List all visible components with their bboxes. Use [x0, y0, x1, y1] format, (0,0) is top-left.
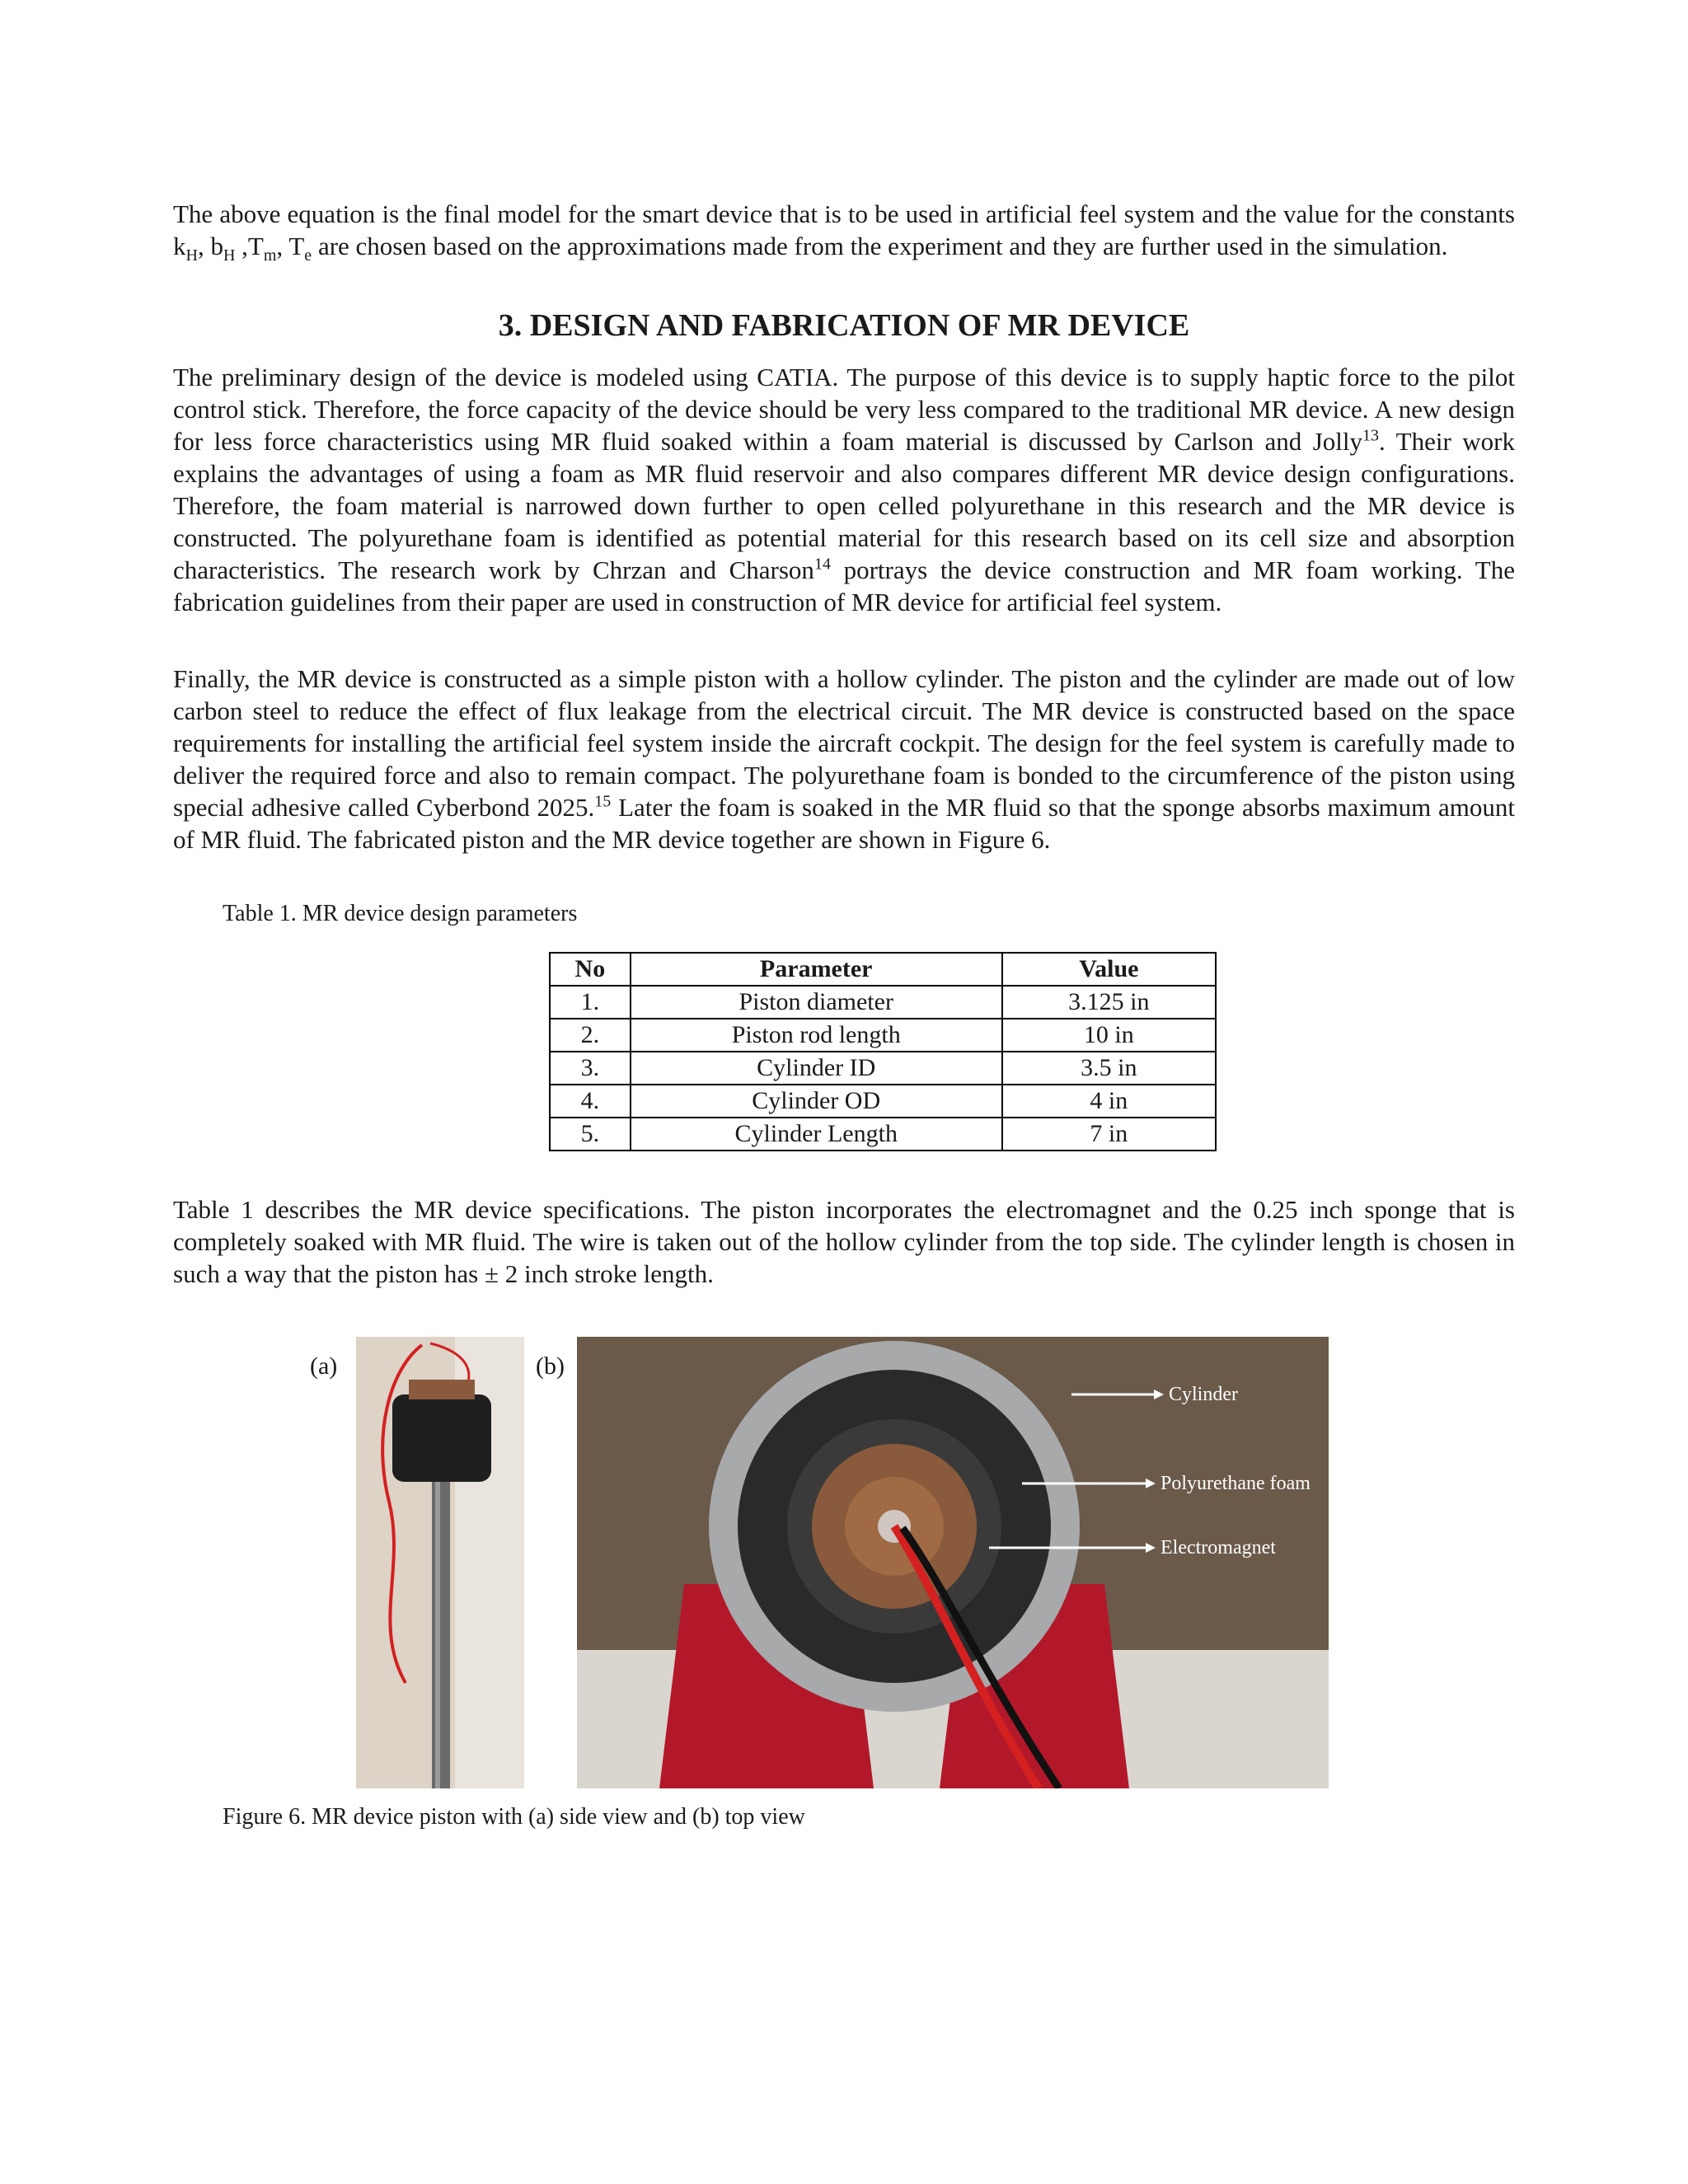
- table-cell: Cylinder Length: [631, 1118, 1002, 1151]
- table-cell: 4 in: [1002, 1085, 1216, 1118]
- intro-paragraph: [173, 198, 1515, 265]
- table-cell: Cylinder OD: [631, 1085, 1002, 1118]
- piston-side-view-illustration: [356, 1337, 524, 1788]
- table-cell: 3.125 in: [1002, 986, 1216, 1019]
- table-cell: 3.5 in: [1002, 1052, 1216, 1085]
- reference-superscript: 15: [594, 792, 612, 811]
- table-cell: Piston diameter: [631, 986, 1002, 1019]
- subscript: e: [304, 246, 312, 265]
- paragraph-text: portrays the device construction and MR foam working. The fabrication guidelines from their paper are used in construction of MR device for artificial feel system.: [173, 555, 1515, 616]
- subscript: H: [185, 246, 198, 265]
- table-cell: Piston rod length: [631, 1019, 1002, 1052]
- parameters-table: [549, 952, 1217, 1151]
- table-row: [550, 1052, 1216, 1085]
- reference-superscript: 13: [1362, 426, 1379, 445]
- table-cell: 2.: [550, 1019, 631, 1052]
- foam-piston-head: [392, 1394, 491, 1482]
- subscript: H: [223, 246, 236, 265]
- piston-side-view-photo: [356, 1337, 524, 1788]
- intro-text: are chosen based on the approximations made from the experiment and they are further used in the simulation.: [312, 232, 1448, 260]
- piston-rod-highlight: [435, 1482, 440, 1788]
- table-cell: 1.: [550, 986, 631, 1019]
- table-cell: Cylinder ID: [631, 1052, 1002, 1085]
- table-cell: 4.: [550, 1085, 631, 1118]
- paragraph-text: The preliminary design of the device is modeled using CATIA. The purpose of this device is to supply haptic force to the pilot control stick. Therefore, the force capacity of the device should be very less compared to the traditional MR device. A new design for less force characteristics using MR fluid soaked within a foam material is discussed by Carlson and Jolly: [173, 363, 1515, 456]
- table-caption: Table 1. MR device design parameters: [223, 901, 578, 926]
- table-header-cell: Value: [1002, 953, 1216, 986]
- table-header-cell: Parameter: [631, 953, 1002, 986]
- table-row: [550, 1019, 1216, 1052]
- section-heading: 3. DESIGN AND FABRICATION OF MR DEVICE: [498, 308, 1190, 343]
- mr-device-top-view-photo: [577, 1337, 1329, 1788]
- electromagnet-top: [409, 1380, 475, 1399]
- paragraph-design: [173, 361, 1515, 618]
- table-row: [550, 1118, 1216, 1151]
- table-cell: 5.: [550, 1118, 631, 1151]
- paragraph-text: Table 1 describes the MR device specifications. The piston incorporates the electromagnet and the 0.25 inch sponge that is completely soaked with MR fluid. The wire is taken out of the hollow cylinder from the top side. The cylinder length is chosen in such a way that the piston has ± 2 inch stroke length.: [173, 1195, 1515, 1288]
- paragraph-fabrication: [173, 663, 1515, 855]
- paragraph-specifications: [173, 1193, 1515, 1290]
- piston-rod: [432, 1482, 450, 1788]
- callout-polyurethane-foam: Polyurethane foam: [1160, 1473, 1311, 1494]
- table-header-cell: No: [550, 953, 631, 986]
- table-header-row: [550, 953, 1216, 986]
- callout-cylinder: Cylinder: [1169, 1384, 1238, 1405]
- intro-text: ,T: [235, 232, 264, 260]
- figure-label-b: (b): [536, 1352, 565, 1380]
- callout-electromagnet: Electromagnet: [1160, 1537, 1276, 1558]
- paragraph-text: Finally, the MR device is constructed as a simple piston with a hollow cylinder. The piston and the cylinder are made out of low carbon steel to reduce the effect of flux leakage from the electrical circuit. The MR device is constructed based on the space requirements for installing the artificial feel system inside the aircraft cockpit. The design for the feel system is carefully made to deliver the required force and also to remain compact. The polyurethane foam is bonded to the circumference of the piston using special adhesive called Cyberbond 2025.: [173, 664, 1515, 822]
- figure-label-a: (a): [310, 1352, 338, 1380]
- table-cell: 10 in: [1002, 1019, 1216, 1052]
- intro-text: The above equation is the final model for the smart device that is to be used in artificial feel system and the value for the constants k: [173, 199, 1515, 260]
- table-row: [550, 1085, 1216, 1118]
- table-cell: 3.: [550, 1052, 631, 1085]
- table-row: [550, 986, 1216, 1019]
- table-cell: 7 in: [1002, 1118, 1216, 1151]
- paragraph-text: Later the foam is soaked in the MR fluid so that the sponge absorbs maximum amount of MR fluid. The fabricated piston and the MR device together are shown in Figure 6.: [173, 793, 1515, 854]
- paragraph-text: . Their work explains the advantages of using a foam as MR fluid reservoir and also compares different MR device design configurations. Therefore, the foam material is narrowed down further to open celled polyurethane in this research and the MR device is constructed. The polyurethane foam is identified as potential material for this research based on its cell size and absorption characteristics. The research work by Chrzan and Charson: [173, 427, 1515, 584]
- subscript: m: [263, 246, 277, 265]
- intro-text: , b: [197, 232, 223, 260]
- figure-caption: Figure 6. MR device piston with (a) side view and (b) top view: [223, 1804, 805, 1830]
- reference-superscript: 14: [814, 555, 831, 574]
- intro-text: , T: [276, 232, 305, 260]
